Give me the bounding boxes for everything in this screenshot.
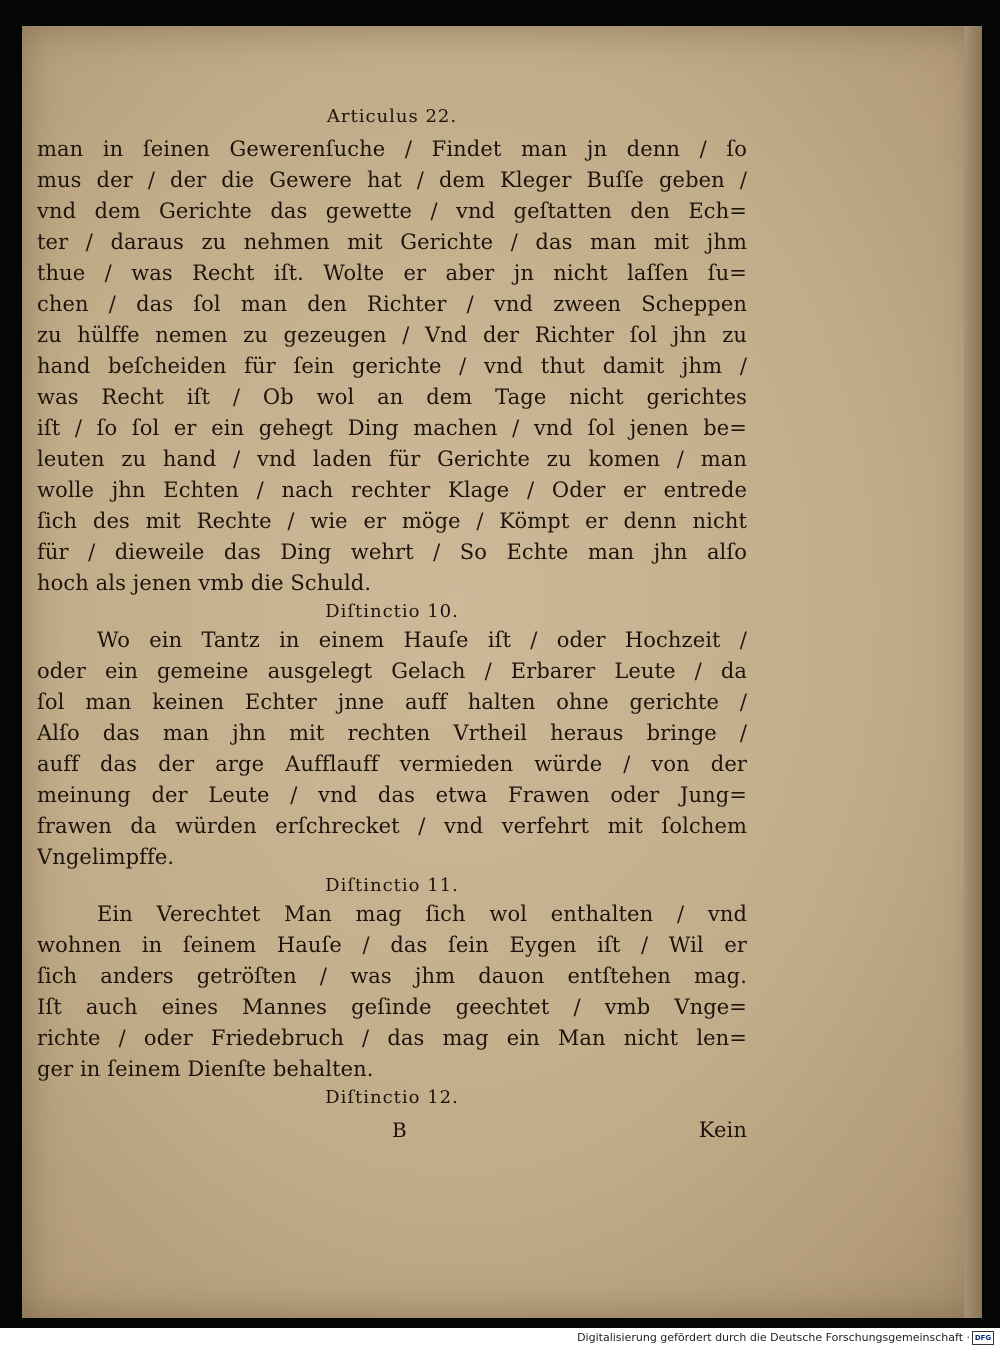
text-line: iſt / ſo ſol er ein gehegt Ding machen / vnd ſol jenen be= (37, 416, 747, 440)
book-page (22, 26, 982, 1318)
text-line: chen / das ſol man den Richter / vnd zween Scheppen (37, 292, 747, 316)
distinctio-heading: Diſtinctio 11. (325, 875, 459, 896)
text-line: Wo ein Tantz in einem Hauſe iſt / oder Hochzeit / (97, 628, 747, 652)
distinctio-heading: Diſtinctio 10. (325, 601, 459, 622)
distinctio-heading: Diſtinctio 12. (325, 1087, 459, 1108)
text-line: leuten zu hand / vnd laden für Gerichte zu komen / man (37, 447, 747, 471)
text-line: ter / daraus zu nehmen mit Gerichte / das man mit jhm (37, 230, 747, 254)
text-line: wohnen in ſeinem Hauſe / das ſein Eygen iſt / Wil er (37, 933, 747, 957)
dfg-logo-icon: DFG (972, 1331, 994, 1345)
text-line: ger in ſeinem Dienſte behalten. (37, 1057, 374, 1081)
text-line: hoch als jenen vmb die Schuld. (37, 571, 372, 595)
running-head: Articulus 22. (326, 106, 458, 127)
text-line: oder ein gemeine ausgelegt Gelach / Erbarer Leute / da (37, 659, 747, 683)
text-line: meinung der Leute / vnd das etwa Frawen oder Jung= (37, 783, 747, 807)
page-gutter (964, 26, 982, 1318)
text-line: auff das der arge Aufflauff vermieden würde / von der (37, 752, 747, 776)
text-line: ſol man keinen Echter jnne auff halten ohne gerichte / (37, 690, 747, 714)
text-line: was Recht iſt / Ob wol an dem Tage nicht gerichtes (37, 385, 747, 409)
text-line: für / dieweile das Ding wehrt / So Echte man jhn alſo (37, 540, 747, 564)
paragraph-3 (37, 899, 747, 1085)
text-line: Iſt auch eines Mannes geſinde geechtet / vmb Vnge= (37, 995, 747, 1019)
text-line: hand beſcheiden für ſein gerichte / vnd thut damit jhm / (37, 354, 747, 378)
text-line: wolle jhn Echten / nach rechter Klage / Oder er entrede (37, 478, 747, 502)
text-line: ſich anders getröſten / was jhm dauon entſtehen mag. (37, 964, 747, 988)
text-line: thue / was Recht iſt. Wolte er aber jn nicht laſſen ſu= (37, 261, 747, 285)
catchword: Kein (698, 1118, 747, 1142)
text-line: ſich des mit Rechte / wie er möge / Kömpt er denn nicht (37, 509, 747, 533)
text-line: Vngelimpffe. (37, 845, 175, 869)
dfg-credit-text: Digitalisierung gefördert durch die Deutsche Forschungsgemeinschaft · (577, 1331, 970, 1344)
paragraph-2 (37, 625, 747, 873)
text-line: richte / oder Friedebruch / das mag ein Man nicht len= (37, 1026, 747, 1050)
text-line: Alſo das man jhn mit rechten Vrtheil heraus bringe / (37, 721, 747, 745)
credit-bar (0, 1328, 1000, 1348)
text-line: frawen da würden erſchrecket / vnd verfehrt mit ſolchem (37, 814, 747, 838)
paragraph-1 (37, 134, 747, 599)
page-text-block (37, 104, 747, 1147)
text-line: mus der / der die Gewere hat / dem Kleger Buſſe geben / (37, 168, 747, 192)
text-line: Ein Verechtet Man mag ſich wol enthalten / vnd (97, 902, 747, 926)
text-line: vnd dem Gerichte das gewette / vnd geſtatten den Ech= (37, 199, 747, 223)
text-line: zu hülffe nemen zu gezeugen / Vnd der Richter ſol jhn zu (37, 323, 747, 347)
signature-mark: B (392, 1118, 407, 1142)
text-line: man in ſeinen Gewerenſuche / Findet man jn denn / ſo (37, 137, 747, 161)
page-footer-row (37, 1113, 747, 1147)
